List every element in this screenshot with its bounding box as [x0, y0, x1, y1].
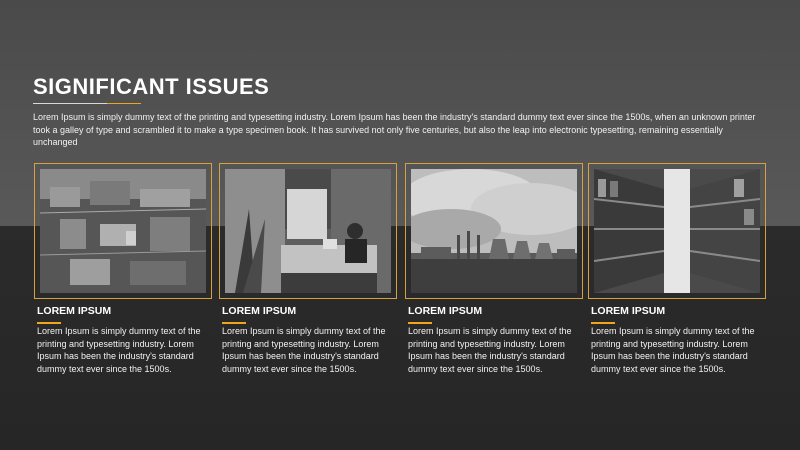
card-title: LOREM IPSUM	[222, 305, 297, 317]
card-title-accent	[408, 322, 432, 324]
card-title: LOREM IPSUM	[37, 305, 112, 317]
archive-shelves-photo	[594, 169, 760, 293]
card-text: Lorem Ipsum is simply dummy text of the printing and typesetting industry. Lorem Ipsum has been the industry's standard dummy text ever since the 1500s.	[222, 326, 386, 374]
title-underline	[33, 103, 141, 104]
card-title: LOREM IPSUM	[591, 305, 666, 317]
office-worker-photo	[225, 169, 391, 293]
factory-floor-photo	[40, 169, 206, 293]
intro-paragraph: Lorem Ipsum is simply dummy text of the printing and typesetting industry. Lorem Ipsum has been the industry's standard dummy text ever since the 1500s, when an unknown printer took a galley of type and scrambled it to make a type specimen book. It has survived not only five centuries, but also the leap into electronic typesetting, remaining essentially unchanged	[33, 112, 756, 147]
card-text: Lorem Ipsum is simply dummy text of the printing and typesetting industry. Lorem Ipsum has been the industry's standard dummy text ever since the 1500s.	[591, 326, 755, 374]
card-title-accent	[222, 322, 246, 324]
power-plant-photo	[411, 169, 577, 293]
slide-title: SIGNIFICANT ISSUES	[33, 74, 270, 99]
card-text: Lorem Ipsum is simply dummy text of the printing and typesetting industry. Lorem Ipsum has been the industry's standard dummy text ever since the 1500s.	[37, 326, 201, 374]
card-title: LOREM IPSUM	[408, 305, 483, 317]
card-text: Lorem Ipsum is simply dummy text of the printing and typesetting industry. Lorem Ipsum has been the industry's standard dummy text ever since the 1500s.	[408, 326, 572, 374]
card-title-accent	[591, 322, 615, 324]
title-underline-accent	[107, 103, 141, 104]
card-title-accent	[37, 322, 61, 324]
